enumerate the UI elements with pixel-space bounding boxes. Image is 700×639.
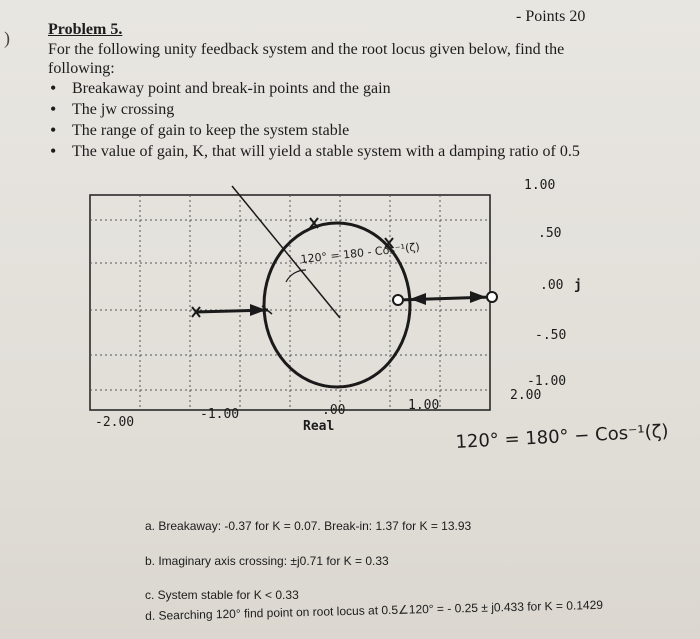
handwritten-equation: 120° = 180° − Cos⁻¹(ζ) [455, 420, 670, 453]
question-item: • Breakaway point and break-in points and the gain [50, 78, 580, 99]
arrow-mark [410, 293, 426, 305]
y-tick-label: 1.00 [524, 178, 556, 193]
question-item: • The range of gain to keep the system stable [50, 120, 580, 141]
question-item: • The value of gain, K, that will yield a stable system with a damping ratio of 0.5 [50, 141, 580, 162]
real-axis-locus [195, 297, 492, 312]
answer-d: d. Searching 120° find point on root locus at 0.5∠120° = - 0.25 ± j0.433 for K = 0.1429 [145, 597, 604, 623]
question-item: • The jw crossing [50, 99, 580, 120]
y-tick-label: .00 [540, 278, 564, 293]
grid-lines [90, 195, 490, 410]
x-tick-label: -1.00 [200, 407, 240, 422]
x-tick-label: -2.00 [95, 415, 135, 430]
real-axis-label: Real [303, 419, 335, 434]
problem-title: Problem 5. [48, 21, 123, 38]
x-tick-label: 1.00 [408, 398, 440, 413]
plot-frame [90, 195, 490, 410]
intro-line-2: following: [48, 60, 115, 77]
answer-b: b. Imaginary axis crossing: ±j0.71 for K = 0.33 [145, 554, 389, 568]
answer-a: a. Breakaway: -0.37 for K = 0.07. Break-in: 1.37 for K = 13.93 [145, 519, 472, 533]
y-tick-label: .50 [538, 226, 562, 241]
y-tick-label: -1.00 [527, 374, 567, 389]
answer-c: c. System stable for K < 0.33 [145, 588, 299, 602]
points-label: - Points 20 [516, 8, 586, 25]
margin-mark: ) [4, 28, 10, 48]
arrow-mark [470, 291, 486, 303]
angle-annotation: 120° = 180 - Cos⁻¹(ζ) [300, 240, 421, 266]
intro-line-1: For the following unity feedback system and the root locus given below, find the [48, 41, 565, 58]
imag-axis-label: j [574, 278, 582, 293]
x-tick-label: 2.00 [510, 388, 542, 403]
pole-markers [192, 218, 393, 317]
x-tick-label: .00 [322, 403, 346, 418]
y-tick-label: -.50 [535, 328, 567, 343]
